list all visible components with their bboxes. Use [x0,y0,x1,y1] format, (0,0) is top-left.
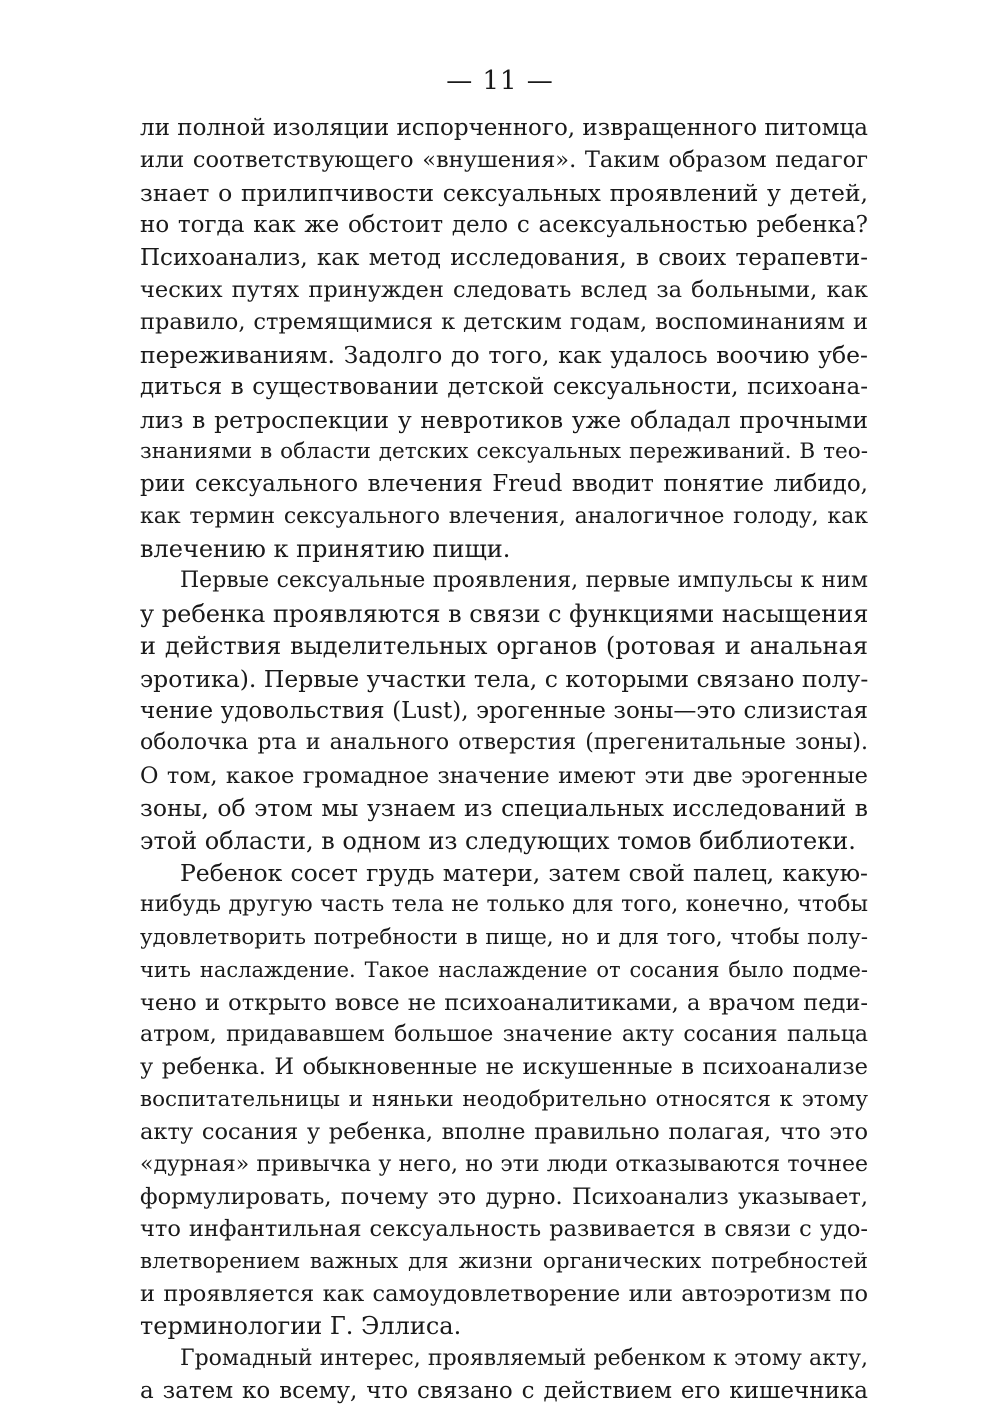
text-line: у ребенка. И обыкновенные не искушенные в психоанализе [140,1054,868,1081]
text-line: а затем ко всему, что связано с действием его кишечника [140,1378,868,1405]
text-line: зоны, об этом мы узнаем из специальных исследований в [140,794,868,823]
text-line: Громадный интерес, проявляемый ребенком к этому акту, [180,1345,868,1371]
text-line: или соответствующего «внушения». Таким образом педагог [140,147,868,174]
text-line: «дурная» привычка у него, но эти люди отказываются точнее [140,1151,868,1177]
text-line: формулировать, почему это дурно. Психоанализ указывает, [140,1183,868,1210]
text-line: Первые сексуальные проявления, первые импульсы к ним [180,568,868,594]
body-text [140,112,868,1408]
text-line: знаниями в области детских сексуальных переживаний. В тео- [140,438,868,464]
text-line: эротика). Первые участки тела, с которыми связано полу- [140,664,868,693]
text-line: чено и открыто вовсе не психоаналитиками, а врачом педи- [140,989,868,1016]
text-line: этой области, в одном из следующих томов библиотеки. [140,826,856,855]
text-line: ческих путях принужден следовать вслед за больными, как [140,276,868,303]
text-line: О том, какое громадное значение имеют эти две эрогенные [140,762,868,789]
text-line: чить наслаждение. Такое наслаждение от сосания было подме- [140,958,868,983]
text-line: и действия выделительных органов (ротовая и анальная [140,632,868,661]
text-line: Психоанализ, как метод исследования, в своих терапевти- [140,244,868,271]
paragraph-3 [140,857,868,1343]
text-line: оболочка рта и анального отверстия (прегенитальные зоны). [140,730,868,756]
paragraph-1 [140,112,868,565]
text-line: как термин сексуального влечения, аналогичное голоду, как [140,503,868,529]
text-line: воспитательницы и няньки неодобрительно относятся к этому [140,1086,868,1112]
text-line: Ребенок сосет грудь матери, затем свой палец, какую- [180,858,868,887]
text-line: правило, стремящимися к детским годам, воспоминаниям и [140,309,868,336]
paragraph-4 [140,1343,868,1408]
text-line: переживаниям. Задолго до того, как удалось воочию убе- [140,340,868,369]
text-line: знает о прилипчивости сексуальных проявлений у детей, [140,178,868,207]
text-line: диться в существовании детской сексуальности, психоана- [140,374,868,401]
text-line: удовлетворить потребности в пище, но и для того, чтобы полу- [140,924,868,950]
text-line: терминологии Г. Эллиса. [140,1312,462,1341]
text-line: атром, придававшем большое значение акту сосания пальца [140,1021,868,1047]
text-line: что инфантильная сексуальность развивается в связи с удо- [140,1216,868,1243]
text-line: чение удовольствия (Lust), эрогенные зоны—это слизистая [140,698,868,725]
text-line: влетворением важных для жизни органических потребностей [140,1248,868,1274]
text-line: нибудь другую часть тела не только для того, конечно, чтобы [140,892,868,918]
text-line: ли полной изоляции испорченного, извращенного питомца [140,115,868,141]
text-line: и проявляется как самоудовлетворение или автоэротизм по [140,1281,868,1308]
text-line: акту сосания у ребенка, вполне правильно полагая, что это [140,1119,868,1146]
text-line: влечению к принятию пищи. [140,535,511,564]
text-line: у ребенка проявляются в связи с функциями насыщения [140,599,868,628]
text-line: но тогда как же обстоит дело с асексуальностью ребенка? [140,212,868,239]
text-line: рии сексуального влечения Freud вводит понятие либидо, [140,471,868,498]
page-number: — 11 — [446,66,554,96]
text-line: лиз в ретроспекции у невротиков уже обладал прочными [140,405,868,434]
paragraph-2 [140,565,868,857]
